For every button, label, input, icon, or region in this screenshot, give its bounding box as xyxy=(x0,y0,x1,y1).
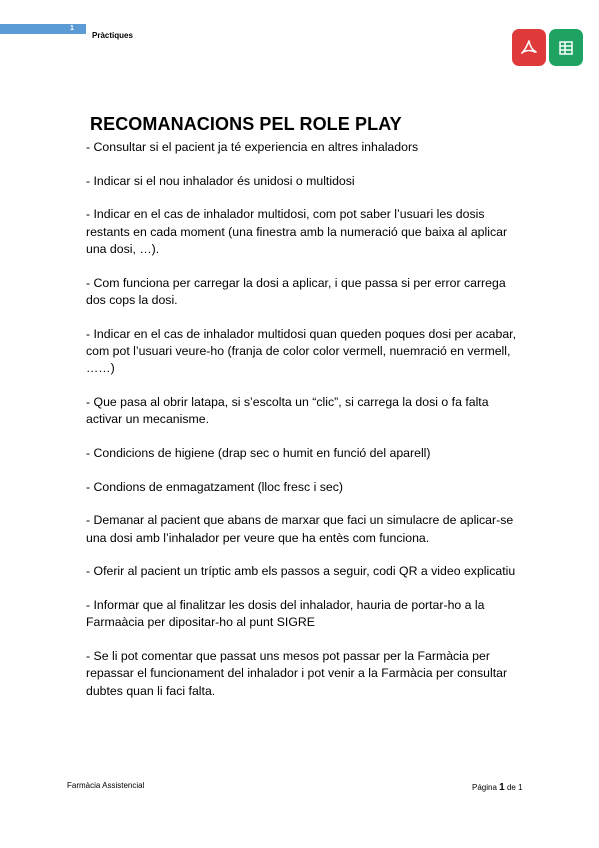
footer-page-indicator xyxy=(472,782,523,793)
list-item: - Indicar en el cas de inhalador multidosi quan queden poques dosi per acabar, com pot l’usuari veure-ho (franja de color color vermell, nuemració en vermell, ……) xyxy=(86,326,516,376)
header-page-number: 1 xyxy=(70,25,74,32)
footer-left-text: Farmàcia Assistencial xyxy=(67,781,145,790)
footer-page-prefix: Página xyxy=(472,783,497,792)
recommendation-list xyxy=(86,139,526,716)
footer-page-current: 1 xyxy=(499,782,505,793)
list-item: - Condicions de higiene (drap sec o humit en funció del aparell) xyxy=(86,446,431,460)
list-item: - Que pasa al obrir latapa, si s’escolta un “clic”, si carrega la dosi o fa falta activar un mecanisme. xyxy=(86,395,489,427)
list-item: - Se li pot comentar que passat uns mesos pot passar per la Farmàcia per repassar el funcionament del inhalador i pot venir a la Farmàcia per consultar dubtes quan li faci falta. xyxy=(86,648,508,698)
header-label: Pràctiques xyxy=(92,31,133,40)
document-title: RECOMANACIONS PEL ROLE PLAY xyxy=(90,114,402,134)
list-item: - Consultar si el pacient ja té experiencia en altres inhaladors xyxy=(86,140,419,154)
list-item: - Indicar en el cas de inhalador multidosi, com pot saber l’usuari les dosis restants en cada moment (una finestra amb la numeració que baixa al aplicar una dosi, …). xyxy=(86,207,508,256)
pdf-icon[interactable] xyxy=(512,29,546,66)
spreadsheet-glyph-icon xyxy=(557,38,575,58)
list-item: - Condions de enmagatzament (lloc fresc i sec) xyxy=(86,479,343,494)
list-item: - Informar que al finalitzar les dosis del inhalador, hauria de portar-ho a la Farmaàcia per dipositar-ho al punt SIGRE xyxy=(86,597,485,630)
list-item: - Indicar si el nou inhalador és unidosi o multidosi xyxy=(86,173,355,188)
list-item: - Oferir al pacient un tríptic amb els passos a seguir, codi QR a video explicatiu xyxy=(86,564,516,579)
spreadsheet-icon[interactable] xyxy=(549,29,583,66)
list-item: - Demanar al pacient que abans de marxar que faci un simulacre de aplicar-se una dosi amb l’inhalador per veure que ha entès com funciona. xyxy=(86,513,514,545)
pdf-glyph-icon xyxy=(519,38,539,58)
list-item: - Com funciona per carregar la dosi a aplicar, i que passa si per error carrega dos cops la dosi. xyxy=(86,275,506,307)
footer-page-of: de 1 xyxy=(506,783,523,792)
